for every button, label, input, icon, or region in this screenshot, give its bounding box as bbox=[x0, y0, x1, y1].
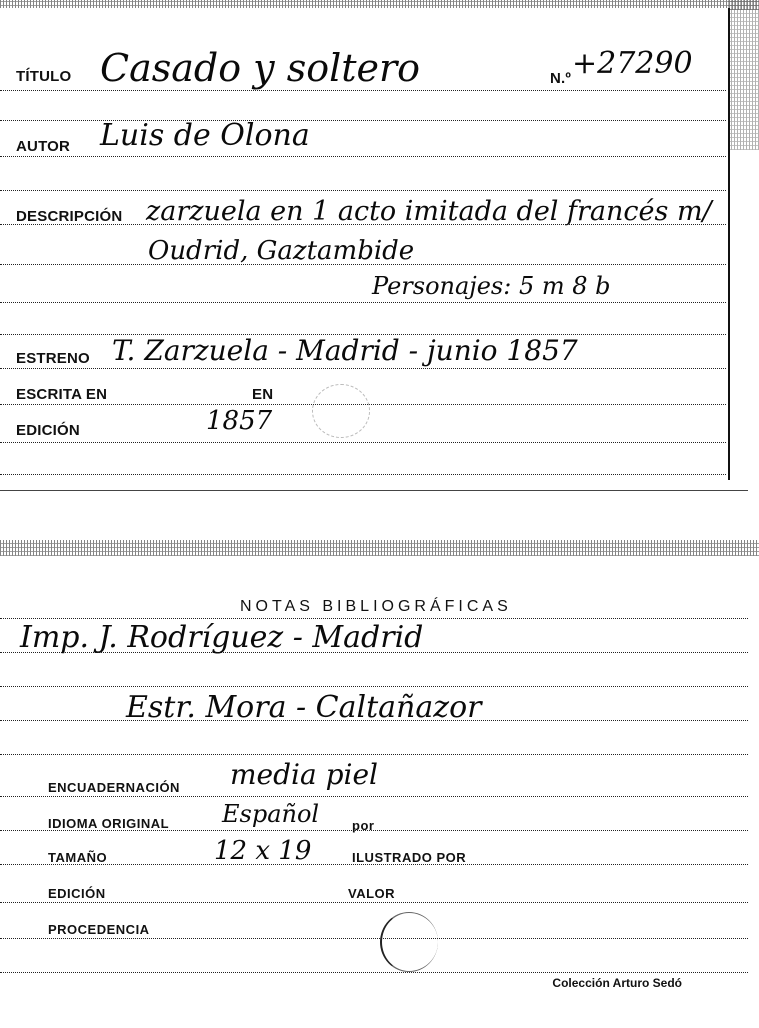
nota-line1: Imp. J. Rodríguez - Madrid bbox=[20, 620, 424, 655]
edicion-label: EDICIÓN bbox=[16, 422, 80, 439]
edicion-value: 1857 bbox=[206, 406, 273, 436]
ilustrado-label: ILUSTRADO POR bbox=[352, 850, 467, 865]
idioma-value: Español bbox=[222, 800, 320, 828]
faded-stamp-top bbox=[312, 384, 370, 438]
idioma-label: IDIOMA ORIGINAL bbox=[48, 816, 170, 831]
por-label: por bbox=[352, 818, 375, 833]
tamano-label: TAMAÑO bbox=[48, 850, 108, 865]
numero-label: N.º bbox=[550, 70, 572, 87]
descripcion-line1: zarzuela en 1 acto imitada del francés m/ bbox=[146, 196, 712, 227]
estreno-label: ESTRENO bbox=[16, 350, 90, 367]
scan-noise-right bbox=[728, 0, 759, 150]
tamano-value: 12 x 19 bbox=[214, 836, 312, 866]
encuadernacion-value: media piel bbox=[230, 758, 378, 791]
numero-value: +27290 bbox=[572, 46, 693, 81]
catalog-card-front bbox=[0, 8, 730, 480]
catalog-card-back bbox=[0, 556, 748, 1026]
escrita-en-label: ESCRITA EN bbox=[16, 386, 108, 403]
personajes-note: Personajes: 5 m 8 b bbox=[372, 272, 611, 300]
titulo-label: TÍTULO bbox=[16, 68, 72, 85]
autor-label: AUTOR bbox=[16, 138, 71, 155]
nota-line2: Estr. Mora - Caltañazor bbox=[126, 690, 482, 725]
card-separator bbox=[0, 490, 748, 491]
valor-label: VALOR bbox=[348, 886, 396, 901]
edicion-label-back: EDICIÓN bbox=[48, 886, 106, 901]
collection-footer: Colección Arturo Sedó bbox=[552, 976, 682, 990]
scan-noise-middle bbox=[0, 540, 759, 556]
autor-value: Luis de Olona bbox=[100, 118, 310, 153]
descripcion-line2: Oudrid, Gaztambide bbox=[148, 236, 415, 266]
procedencia-label: PROCEDENCIA bbox=[48, 922, 150, 937]
en-label: EN bbox=[252, 386, 274, 403]
faded-stamp-bottom bbox=[380, 912, 438, 972]
encuadernacion-label: ENCUADERNACIÓN bbox=[48, 780, 180, 795]
estreno-value: T. Zarzuela - Madrid - junio 1857 bbox=[112, 334, 578, 367]
titulo-value: Casado y soltero bbox=[100, 46, 421, 90]
notas-heading: NOTAS BIBLIOGRÁFICAS bbox=[240, 598, 512, 615]
descripcion-label: DESCRIPCIÓN bbox=[16, 208, 123, 225]
